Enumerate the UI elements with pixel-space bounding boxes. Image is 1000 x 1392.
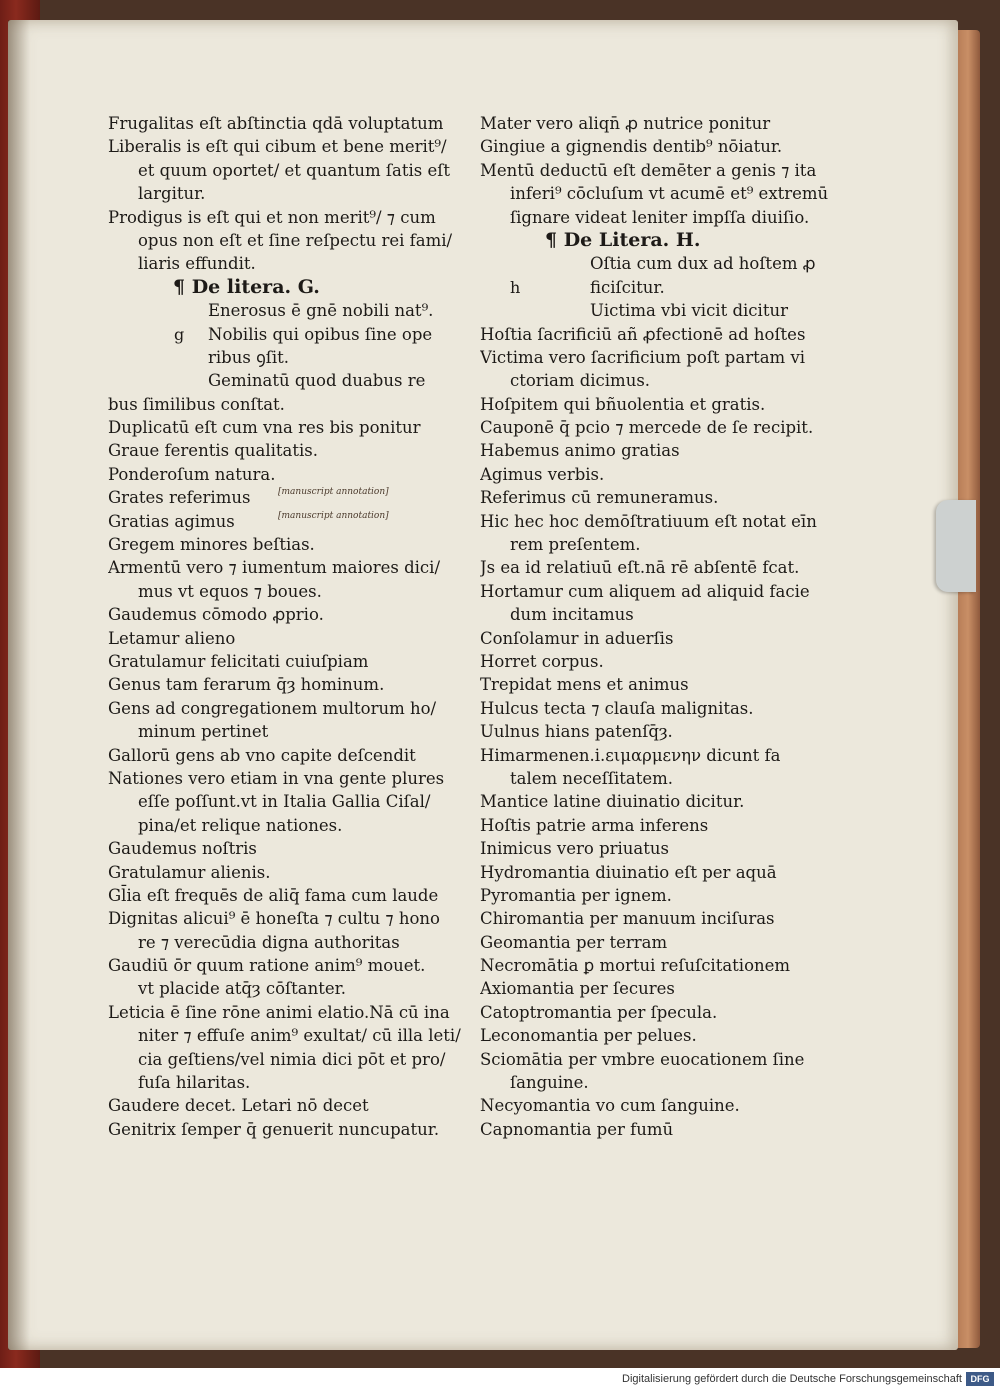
line-text: Letamur alieno	[108, 628, 236, 648]
text-line	[480, 954, 840, 977]
line-text: liaris effundit.	[138, 254, 256, 274]
text-line	[480, 1048, 840, 1071]
text-line	[108, 252, 478, 275]
line-text: ctoriam dicimus.	[510, 371, 651, 391]
text-line	[108, 1001, 478, 1024]
text-line	[480, 393, 840, 416]
text-line	[480, 907, 840, 930]
line-text: minum pertinet	[138, 722, 269, 742]
line-text: Js ea id relatiuū eſt.nā rē abſentē fcat.	[480, 558, 800, 578]
spine-shadow	[8, 20, 30, 1350]
text-line	[108, 112, 478, 135]
line-text: talem neceſſitatem.	[510, 768, 674, 788]
line-text: cia geſtiens/vel nimia dici pōt et pro/	[138, 1049, 446, 1069]
line-text: Genus tam ferarum q̄ȝ hominum.	[108, 675, 385, 695]
text-line	[108, 977, 478, 1000]
text-line	[480, 603, 840, 626]
text-line	[108, 673, 478, 696]
line-text: Prodigus is eſt qui et non merit⁹/ ⁊ cum	[108, 207, 436, 227]
text-line	[480, 416, 840, 439]
line-text: Trepidat mens et animus	[480, 675, 689, 695]
line-text: Necromātia ꝑ mortui reſuſcitationem	[480, 956, 791, 976]
handwritten-annotation: [manuscript annotation]	[278, 487, 389, 498]
line-text: pina/et relique nationes.	[138, 815, 343, 835]
text-line	[108, 650, 478, 673]
line-text: Victima vero ſacrificium poſt partam vi	[480, 347, 806, 367]
text-line	[108, 884, 478, 907]
line-text: bus ſimilibus conſtat.	[108, 394, 285, 414]
line-text: opus non eſt et ſine reſpectu rei fami/	[138, 230, 453, 250]
line-text: Uulnus hians patenſq̄ȝ.	[480, 722, 673, 742]
text-line	[108, 603, 478, 626]
text-line	[480, 439, 840, 462]
text-line	[480, 884, 840, 907]
line-text: Hortamur cum aliquem ad aliquid facie	[480, 581, 810, 601]
line-text: Inimicus vero priuatus	[480, 839, 669, 859]
line-text: eſſe poſſunt.vt in Italia Gallia Ciſal/	[138, 792, 431, 812]
text-line	[108, 580, 478, 603]
text-line	[108, 1094, 478, 1117]
line-text: Frugalitas eſt abſtinctia qdā voluptatum	[108, 114, 444, 133]
line-text: Graue ferentis qualitatis.	[108, 441, 318, 461]
line-text: Dignitas alicui⁹ ē honeſta ⁊ cultu ⁊ hono	[108, 909, 440, 929]
text-line	[108, 697, 478, 720]
text-line	[480, 276, 840, 299]
section-heading: ¶ De Litera. H.	[545, 228, 701, 251]
line-text: Catoptromantia per ſpecula.	[480, 1002, 718, 1022]
line-text: Geminatū quod duabus re	[208, 371, 426, 391]
line-text: largitur.	[138, 184, 206, 204]
text-line	[108, 720, 478, 743]
text-line	[108, 486, 478, 509]
text-line	[480, 1024, 840, 1047]
text-line	[480, 931, 840, 954]
line-text: inferi⁹ cōcluſum vt acumē et⁹ extremū	[510, 184, 829, 204]
left-text-column	[108, 112, 478, 1141]
line-text: Gratulamur felicitati cuiuſpiam	[108, 651, 369, 671]
line-text: Gaudere decet. Letari nō decet	[108, 1096, 369, 1116]
text-line	[108, 206, 478, 229]
line-text: Mantice latine diuinatio dicitur.	[480, 792, 745, 812]
line-text: Hic hec hoc demōſtratiuum eſt notat eīn	[480, 511, 817, 531]
text-line	[480, 486, 840, 509]
margin-letter: h	[510, 277, 521, 297]
line-text: Chiromantia per manuum inciſuras	[480, 909, 775, 929]
line-text: re ⁊ verecūdia digna authoritas	[138, 932, 400, 952]
line-text: Gingiue a gignendis dentib⁹ nōiatur.	[480, 137, 783, 157]
text-line	[480, 369, 840, 392]
page-edge-stack	[956, 30, 980, 1348]
footer-bar	[0, 1368, 1000, 1392]
bookmark-tab	[936, 500, 976, 592]
line-text: Ponderoſum natura.	[108, 464, 276, 484]
text-line	[480, 977, 840, 1000]
text-line	[480, 627, 840, 650]
text-line	[108, 767, 478, 790]
text-line	[480, 580, 840, 603]
text-line	[108, 627, 478, 650]
line-text: ſignare videat leniter impſſa diuiſio.	[510, 207, 810, 227]
line-text: mus vt equos ⁊ boues.	[138, 581, 322, 601]
section-heading: ¶ De litera. G.	[173, 275, 320, 298]
text-line	[480, 533, 840, 556]
margin-letter: g	[174, 324, 185, 344]
text-line	[108, 510, 478, 533]
text-line	[480, 159, 840, 182]
text-line	[480, 814, 840, 837]
text-line	[108, 790, 478, 813]
text-line	[480, 767, 840, 790]
text-line	[108, 276, 478, 299]
line-text: et quum oportet/ et quantum ſatis eſt	[138, 160, 451, 180]
text-line	[480, 135, 840, 158]
line-text: Himarmenen.i.ειμαρμενην dicunt fa	[480, 745, 781, 765]
text-line	[480, 463, 840, 486]
text-line	[108, 182, 478, 205]
line-text: Hoſtia ſacrificiū añ ꝓfectionē ad hoſtes	[480, 324, 806, 344]
line-text: Hoſpitem qui bñuolentia et gratis.	[480, 394, 766, 414]
text-line	[108, 346, 478, 369]
text-line	[480, 299, 840, 322]
line-text: Conſolamur in aduerſis	[480, 628, 674, 648]
dfg-logo: DFG	[966, 1372, 994, 1386]
line-text: Grates referimus	[108, 488, 251, 508]
line-text: Referimus cū remuneramus.	[480, 488, 719, 508]
text-line	[108, 1048, 478, 1071]
line-text: Capnomantia per fumū	[480, 1119, 674, 1139]
line-text: Hoſtis patrie arma inferens	[480, 815, 709, 835]
line-text: vt placide atq̄ȝ cōſtanter.	[138, 979, 346, 999]
handwritten-annotation: [manuscript annotation]	[278, 510, 389, 521]
line-text: Oſtia cum dux ad hoſtem ꝓ	[590, 254, 816, 274]
line-text: Cauponē q̄ pcio ⁊ mercede de ſe recipit.	[480, 418, 814, 438]
text-line	[480, 744, 840, 767]
text-line	[108, 861, 478, 884]
line-text: niter ⁊ effuſe anim⁹ exultat/ cū illa leti/	[138, 1026, 461, 1046]
line-text: Leticia ē ſine rōne animi elatio.Nā cū ina	[108, 1002, 450, 1022]
line-text: Gaudemus noſtris	[108, 839, 257, 859]
line-text: ribus ꝯſit.	[208, 347, 290, 367]
line-text: Agimus verbis.	[480, 464, 605, 484]
line-text: Axiomantia per ſecures	[480, 979, 675, 999]
text-line	[480, 556, 840, 579]
text-line	[480, 1071, 840, 1094]
line-text: ficiſcitur.	[590, 277, 665, 297]
line-text: Liberalis is eſt qui cibum et bene merit⁹/	[108, 137, 447, 157]
text-line	[108, 954, 478, 977]
line-text: Gratulamur alienis.	[108, 862, 271, 882]
line-text: Horret corpus.	[480, 651, 604, 671]
line-text: rem preſentem.	[510, 535, 641, 555]
line-text: Leconomantia per pelues.	[480, 1026, 697, 1046]
line-text: Pyromantia per ignem.	[480, 885, 672, 905]
text-line	[480, 510, 840, 533]
line-text: dum incitamus	[510, 605, 634, 625]
line-text: Gregem minores beſtias.	[108, 535, 315, 555]
text-line	[480, 229, 840, 252]
line-text: Gl̄ia eſt frequēs de aliq̄ fama cum laude	[108, 885, 439, 905]
line-text: fuſa hilaritas.	[138, 1073, 251, 1093]
text-line	[108, 1024, 478, 1047]
text-line	[480, 650, 840, 673]
line-text: Gens ad congregationem multorum ho/	[108, 698, 437, 718]
text-line	[108, 907, 478, 930]
line-text: Gratias agimus	[108, 511, 235, 531]
text-line	[108, 533, 478, 556]
text-line	[480, 346, 840, 369]
text-line	[108, 463, 478, 486]
line-text: Genitrix ſemper q̄ genuerit nuncupatur.	[108, 1119, 440, 1139]
text-line	[480, 1094, 840, 1117]
line-text: Gaudemus cōmodo ꝓprio.	[108, 605, 324, 625]
text-line	[108, 1071, 478, 1094]
text-line	[480, 790, 840, 813]
text-line	[108, 323, 478, 346]
text-line	[480, 323, 840, 346]
line-text: Geomantia per terram	[480, 932, 668, 952]
text-line	[108, 229, 478, 252]
text-line	[108, 1118, 478, 1141]
text-line	[108, 814, 478, 837]
text-line	[108, 299, 478, 322]
footer-credit: Digitalisierung gefördert durch die Deutsche Forschungsgemeinschaft	[622, 1373, 962, 1385]
text-line	[108, 744, 478, 767]
text-line	[480, 861, 840, 884]
text-line	[108, 416, 478, 439]
text-line	[108, 135, 478, 158]
text-line	[480, 182, 840, 205]
line-text: Nobilis qui opibus ſine ope	[208, 324, 433, 344]
line-text: Mentū deductū eſt demēter a genis ⁊ ita	[480, 160, 817, 180]
line-text: ſanguine.	[510, 1073, 589, 1093]
line-text: Hulcus tecta ⁊ clauſa malignitas.	[480, 698, 754, 718]
text-line	[108, 439, 478, 462]
text-line	[480, 720, 840, 743]
text-line	[108, 931, 478, 954]
line-text: Nationes vero etiam in vna gente plures	[108, 768, 445, 788]
text-line	[108, 837, 478, 860]
right-text-column	[480, 112, 840, 1141]
text-line	[480, 252, 840, 275]
text-line	[480, 673, 840, 696]
text-line	[108, 159, 478, 182]
text-line	[480, 206, 840, 229]
text-line	[480, 837, 840, 860]
line-text: Necyomantia vo cum ſanguine.	[480, 1096, 740, 1116]
text-line	[108, 556, 478, 579]
line-text: Habemus animo gratias	[480, 441, 680, 461]
text-line	[480, 1118, 840, 1141]
text-line	[108, 369, 478, 392]
line-text: Mater vero aliqn̄ ꝓ nutrice ponitur	[480, 114, 771, 133]
line-text: Gaudiū ōr quum ratione anim⁹ mouet.	[108, 956, 426, 976]
line-text: Uictima vbi vicit dicitur	[590, 301, 788, 321]
line-text: Duplicatū eſt cum vna res bis ponitur	[108, 418, 421, 438]
text-line	[480, 112, 840, 135]
line-text: Armentū vero ⁊ iumentum maiores dici/	[108, 558, 441, 578]
text-line	[480, 697, 840, 720]
text-line	[480, 1001, 840, 1024]
text-line	[108, 393, 478, 416]
line-text: Sciomātia per vmbre euocationem ſine	[480, 1049, 805, 1069]
line-text: Enerosus ē gnē nobili nat⁹.	[208, 301, 434, 321]
line-text: Gallorū gens ab vno capite deſcendit	[108, 745, 416, 765]
line-text: Hydromantia diuinatio eſt per aquā	[480, 862, 777, 882]
